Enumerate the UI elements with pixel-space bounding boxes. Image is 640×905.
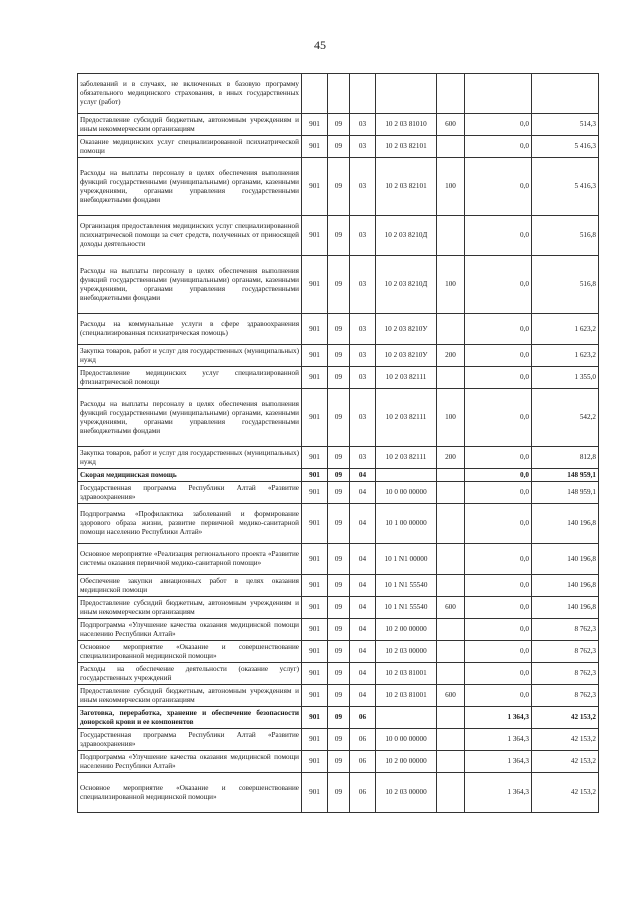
row-expense-type: 100 <box>437 158 465 216</box>
row-amount-2: 42 153,2 <box>532 751 599 773</box>
row-target-article <box>376 74 437 114</box>
table-row <box>78 663 599 685</box>
row-expense-type <box>437 504 465 544</box>
row-amount-1: 0,0 <box>465 136 532 158</box>
row-section: 09 <box>328 544 350 575</box>
row-target-article: 10 2 00 00000 <box>376 619 437 641</box>
row-grbs: 901 <box>302 314 328 345</box>
row-name: Государственная программа Республики Алтай «Развитие здравоохранения» <box>78 729 302 751</box>
table-row <box>78 345 599 367</box>
row-amount-1: 0,0 <box>465 597 532 619</box>
row-section: 09 <box>328 663 350 685</box>
row-name: Подпрограмма «Профилактика заболеваний и формирование здорового образа жизни, развитие первичной медико-санитарной помощи населению Республики Алтай» <box>78 504 302 544</box>
row-expense-type: 600 <box>437 685 465 707</box>
table-row <box>78 469 599 482</box>
row-target-article: 10 2 03 82101 <box>376 136 437 158</box>
row-section: 09 <box>328 447 350 469</box>
table-row <box>78 482 599 504</box>
row-section: 09 <box>328 619 350 641</box>
table-row <box>78 74 599 114</box>
row-target-article <box>376 707 437 729</box>
row-target-article: 10 2 03 82111 <box>376 447 437 469</box>
row-section: 09 <box>328 367 350 389</box>
row-grbs: 901 <box>302 729 328 751</box>
row-grbs: 901 <box>302 158 328 216</box>
row-expense-type <box>437 367 465 389</box>
row-name: Основное мероприятие «Оказание и совершенствование специализированной медицинской помощи» <box>78 641 302 663</box>
row-grbs: 901 <box>302 469 328 482</box>
row-grbs: 901 <box>302 641 328 663</box>
row-amount-1: 0,0 <box>465 367 532 389</box>
row-section <box>328 74 350 114</box>
row-subsection: 03 <box>350 367 376 389</box>
row-amount-1: 0,0 <box>465 575 532 597</box>
row-expense-type <box>437 729 465 751</box>
row-amount-2: 8 762,3 <box>532 641 599 663</box>
row-name: Расходы на коммунальные услуги в сфере здравоохранения (специализированная психиатрическая помощь) <box>78 314 302 345</box>
row-grbs: 901 <box>302 707 328 729</box>
row-amount-2: 1 355,0 <box>532 367 599 389</box>
row-expense-type <box>437 641 465 663</box>
row-target-article: 10 2 03 00000 <box>376 641 437 663</box>
row-name: Предоставление субсидий бюджетным, автономным учреждениям и иным некоммерческим организациям <box>78 114 302 136</box>
row-grbs: 901 <box>302 345 328 367</box>
row-grbs: 901 <box>302 663 328 685</box>
row-expense-type: 600 <box>437 114 465 136</box>
table-row <box>78 216 599 256</box>
row-subsection: 04 <box>350 482 376 504</box>
row-subsection: 03 <box>350 314 376 345</box>
row-subsection: 04 <box>350 544 376 575</box>
row-amount-2: 1 623,2 <box>532 314 599 345</box>
row-section: 09 <box>328 158 350 216</box>
row-amount-1: 1 364,3 <box>465 707 532 729</box>
row-section: 09 <box>328 685 350 707</box>
row-amount-2: 140 196,8 <box>532 504 599 544</box>
row-target-article: 10 0 00 00000 <box>376 482 437 504</box>
row-amount-2: 5 416,3 <box>532 158 599 216</box>
row-expense-type <box>437 74 465 114</box>
row-section: 09 <box>328 575 350 597</box>
row-grbs: 901 <box>302 482 328 504</box>
row-subsection: 04 <box>350 575 376 597</box>
row-grbs: 901 <box>302 544 328 575</box>
row-name: Расходы на выплаты персоналу в целях обеспечения выполнения функций государственными (муниципальными) органами, казенными учреждениями, органами управления государственными внебюджетными фондами <box>78 389 302 447</box>
row-expense-type <box>437 482 465 504</box>
row-expense-type: 100 <box>437 256 465 314</box>
row-amount-2: 148 959,1 <box>532 469 599 482</box>
row-name: заболеваний и в случаях, не включенных в базовую программу обязательного медицинского страхования, в иных государственных услуг (работ) <box>78 74 302 114</box>
row-amount-2: 140 196,8 <box>532 575 599 597</box>
row-expense-type <box>437 707 465 729</box>
row-section: 09 <box>328 751 350 773</box>
row-target-article: 10 1 N1 00000 <box>376 544 437 575</box>
row-amount-1: 1 364,3 <box>465 729 532 751</box>
row-amount-2: 8 762,3 <box>532 685 599 707</box>
row-target-article: 10 2 03 8210Д <box>376 256 437 314</box>
page-number: 45 <box>314 38 326 52</box>
row-target-article: 10 1 N1 55540 <box>376 597 437 619</box>
row-amount-1: 1 364,3 <box>465 773 532 813</box>
row-name: Подпрограмма «Улучшение качества оказания медицинской помощи населению Республики Алтай» <box>78 751 302 773</box>
row-section: 09 <box>328 773 350 813</box>
row-grbs: 901 <box>302 773 328 813</box>
row-name: Подпрограмма «Улучшение качества оказания медицинской помощи населению Республики Алтай» <box>78 619 302 641</box>
row-amount-2: 140 196,8 <box>532 544 599 575</box>
table-row <box>78 314 599 345</box>
row-subsection: 04 <box>350 597 376 619</box>
row-amount-1 <box>465 74 532 114</box>
row-target-article: 10 2 03 81001 <box>376 663 437 685</box>
row-grbs: 901 <box>302 114 328 136</box>
row-target-article: 10 0 00 00000 <box>376 729 437 751</box>
row-grbs: 901 <box>302 685 328 707</box>
row-expense-type <box>437 773 465 813</box>
row-amount-1: 0,0 <box>465 641 532 663</box>
table-row <box>78 158 599 216</box>
row-name: Предоставление субсидий бюджетным, автономным учреждениям и иным некоммерческим организациям <box>78 685 302 707</box>
row-target-article: 10 1 N1 55540 <box>376 575 437 597</box>
row-target-article: 10 2 03 81001 <box>376 685 437 707</box>
row-amount-1: 0,0 <box>465 389 532 447</box>
row-amount-1: 0,0 <box>465 216 532 256</box>
row-expense-type: 200 <box>437 345 465 367</box>
row-grbs: 901 <box>302 367 328 389</box>
row-target-article: 10 2 03 82111 <box>376 389 437 447</box>
row-amount-2: 8 762,3 <box>532 663 599 685</box>
row-grbs: 901 <box>302 447 328 469</box>
row-name: Расходы на выплаты персоналу в целях обеспечения выполнения функций государственными (муниципальными) органами, казенными учреждениями, органами управления государственными внебюджетными фондами <box>78 158 302 216</box>
row-amount-2: 42 153,2 <box>532 707 599 729</box>
row-grbs: 901 <box>302 619 328 641</box>
table-row <box>78 619 599 641</box>
row-subsection: 06 <box>350 751 376 773</box>
row-target-article <box>376 469 437 482</box>
row-amount-2: 42 153,2 <box>532 773 599 813</box>
row-subsection: 03 <box>350 447 376 469</box>
row-amount-1: 0,0 <box>465 158 532 216</box>
row-subsection: 03 <box>350 345 376 367</box>
row-section: 09 <box>328 256 350 314</box>
row-section: 09 <box>328 707 350 729</box>
table-row <box>78 751 599 773</box>
row-amount-1: 0,0 <box>465 619 532 641</box>
row-section: 09 <box>328 482 350 504</box>
row-name: Расходы на выплаты персоналу в целях обеспечения выполнения функций государственными (муниципальными) органами, казенными учреждениями, органами управления государственными внебюджетными фондами <box>78 256 302 314</box>
budget-table <box>77 73 599 813</box>
row-name: Расходы на обеспечение деятельности (оказание услуг) государственных учреждений <box>78 663 302 685</box>
row-amount-1: 0,0 <box>465 504 532 544</box>
row-name: Заготовка, переработка, хранение и обеспечение безопасности донорской крови и ее компонентов <box>78 707 302 729</box>
row-amount-2: 148 959,1 <box>532 482 599 504</box>
row-amount-1: 0,0 <box>465 314 532 345</box>
row-section: 09 <box>328 389 350 447</box>
row-amount-2: 5 416,3 <box>532 136 599 158</box>
row-grbs: 901 <box>302 256 328 314</box>
row-target-article: 10 1 00 00000 <box>376 504 437 544</box>
row-subsection: 04 <box>350 469 376 482</box>
row-subsection: 03 <box>350 114 376 136</box>
row-amount-2 <box>532 74 599 114</box>
row-subsection: 04 <box>350 685 376 707</box>
row-amount-1: 0,0 <box>465 544 532 575</box>
row-name: Государственная программа Республики Алтай «Развитие здравоохранения» <box>78 482 302 504</box>
table-row <box>78 367 599 389</box>
row-amount-1: 0,0 <box>465 114 532 136</box>
row-expense-type <box>437 619 465 641</box>
row-section: 09 <box>328 469 350 482</box>
row-name: Скорая медицинская помощь <box>78 469 302 482</box>
row-amount-1: 0,0 <box>465 685 532 707</box>
row-expense-type <box>437 136 465 158</box>
row-target-article: 10 2 03 81010 <box>376 114 437 136</box>
row-name: Оказание медицинских услуг специализированной психиатрической помощи <box>78 136 302 158</box>
row-grbs <box>302 74 328 114</box>
table-row <box>78 641 599 663</box>
row-name: Закупка товаров, работ и услуг для государственных (муниципальных) нужд <box>78 345 302 367</box>
row-expense-type <box>437 314 465 345</box>
row-amount-2: 1 623,2 <box>532 345 599 367</box>
row-amount-2: 8 762,3 <box>532 619 599 641</box>
row-expense-type <box>437 575 465 597</box>
row-subsection: 06 <box>350 729 376 751</box>
row-grbs: 901 <box>302 216 328 256</box>
table-row <box>78 729 599 751</box>
row-subsection: 04 <box>350 619 376 641</box>
table-row <box>78 504 599 544</box>
row-expense-type <box>437 663 465 685</box>
table-row <box>78 544 599 575</box>
row-name: Основное мероприятие «Оказание и совершенствование специализированной медицинской помощи» <box>78 773 302 813</box>
row-amount-2: 812,8 <box>532 447 599 469</box>
row-target-article: 10 2 03 8210У <box>376 314 437 345</box>
row-subsection: 03 <box>350 136 376 158</box>
row-expense-type <box>437 751 465 773</box>
row-section: 09 <box>328 216 350 256</box>
row-subsection: 04 <box>350 641 376 663</box>
row-amount-2: 516,8 <box>532 256 599 314</box>
row-amount-1: 0,0 <box>465 345 532 367</box>
row-section: 09 <box>328 597 350 619</box>
row-target-article: 10 2 03 8210У <box>376 345 437 367</box>
row-amount-1: 0,0 <box>465 482 532 504</box>
row-name: Организация предоставления медицинских услуг специализированной психиатрической помощи за счет средств, полученных от приносящей доходы деятельности <box>78 216 302 256</box>
row-amount-2: 514,3 <box>532 114 599 136</box>
row-subsection: 04 <box>350 504 376 544</box>
row-expense-type <box>437 469 465 482</box>
row-amount-2: 140 196,8 <box>532 597 599 619</box>
row-target-article: 10 2 03 8210Д <box>376 216 437 256</box>
row-subsection: 06 <box>350 773 376 813</box>
row-amount-2: 542,2 <box>532 389 599 447</box>
row-grbs: 901 <box>302 597 328 619</box>
row-amount-1: 0,0 <box>465 447 532 469</box>
row-target-article: 10 2 03 82101 <box>376 158 437 216</box>
row-section: 09 <box>328 136 350 158</box>
row-expense-type: 200 <box>437 447 465 469</box>
row-expense-type: 100 <box>437 389 465 447</box>
row-section: 09 <box>328 314 350 345</box>
row-amount-2: 516,8 <box>532 216 599 256</box>
row-grbs: 901 <box>302 504 328 544</box>
row-target-article: 10 2 03 82111 <box>376 367 437 389</box>
row-amount-2: 42 153,2 <box>532 729 599 751</box>
row-name: Обеспечение закупки авиационных работ в целях оказания медицинской помощи <box>78 575 302 597</box>
table-row <box>78 114 599 136</box>
row-name: Предоставление субсидий бюджетным, автономным учреждениям и иным некоммерческим организациям <box>78 597 302 619</box>
row-section: 09 <box>328 729 350 751</box>
table-row <box>78 685 599 707</box>
row-name: Закупка товаров, работ и услуг для государственных (муниципальных) нужд <box>78 447 302 469</box>
row-target-article: 10 2 03 00000 <box>376 773 437 813</box>
row-expense-type <box>437 544 465 575</box>
table-row <box>78 575 599 597</box>
row-grbs: 901 <box>302 136 328 158</box>
table-row <box>78 597 599 619</box>
row-section: 09 <box>328 345 350 367</box>
row-subsection: 03 <box>350 389 376 447</box>
row-subsection: 06 <box>350 707 376 729</box>
table-row <box>78 447 599 469</box>
row-name: Основное мероприятие «Реализация регионального проекта «Развитие системы оказания первичной медико-санитарной помощи» <box>78 544 302 575</box>
row-amount-1: 0,0 <box>465 469 532 482</box>
row-section: 09 <box>328 504 350 544</box>
row-amount-1: 0,0 <box>465 663 532 685</box>
row-expense-type <box>437 216 465 256</box>
table-row <box>78 773 599 813</box>
row-amount-1: 1 364,3 <box>465 751 532 773</box>
row-subsection <box>350 74 376 114</box>
table-row <box>78 389 599 447</box>
row-grbs: 901 <box>302 751 328 773</box>
row-subsection: 04 <box>350 663 376 685</box>
row-subsection: 03 <box>350 216 376 256</box>
row-grbs: 901 <box>302 389 328 447</box>
row-section: 09 <box>328 114 350 136</box>
table-row <box>78 707 599 729</box>
row-amount-1: 0,0 <box>465 256 532 314</box>
row-expense-type: 600 <box>437 597 465 619</box>
row-section: 09 <box>328 641 350 663</box>
row-grbs: 901 <box>302 575 328 597</box>
table-row <box>78 136 599 158</box>
row-name: Предоставление медицинских услуг специализированной фтизиатрической помощи <box>78 367 302 389</box>
row-subsection: 03 <box>350 158 376 216</box>
row-subsection: 03 <box>350 256 376 314</box>
row-target-article: 10 2 00 00000 <box>376 751 437 773</box>
table-row <box>78 256 599 314</box>
